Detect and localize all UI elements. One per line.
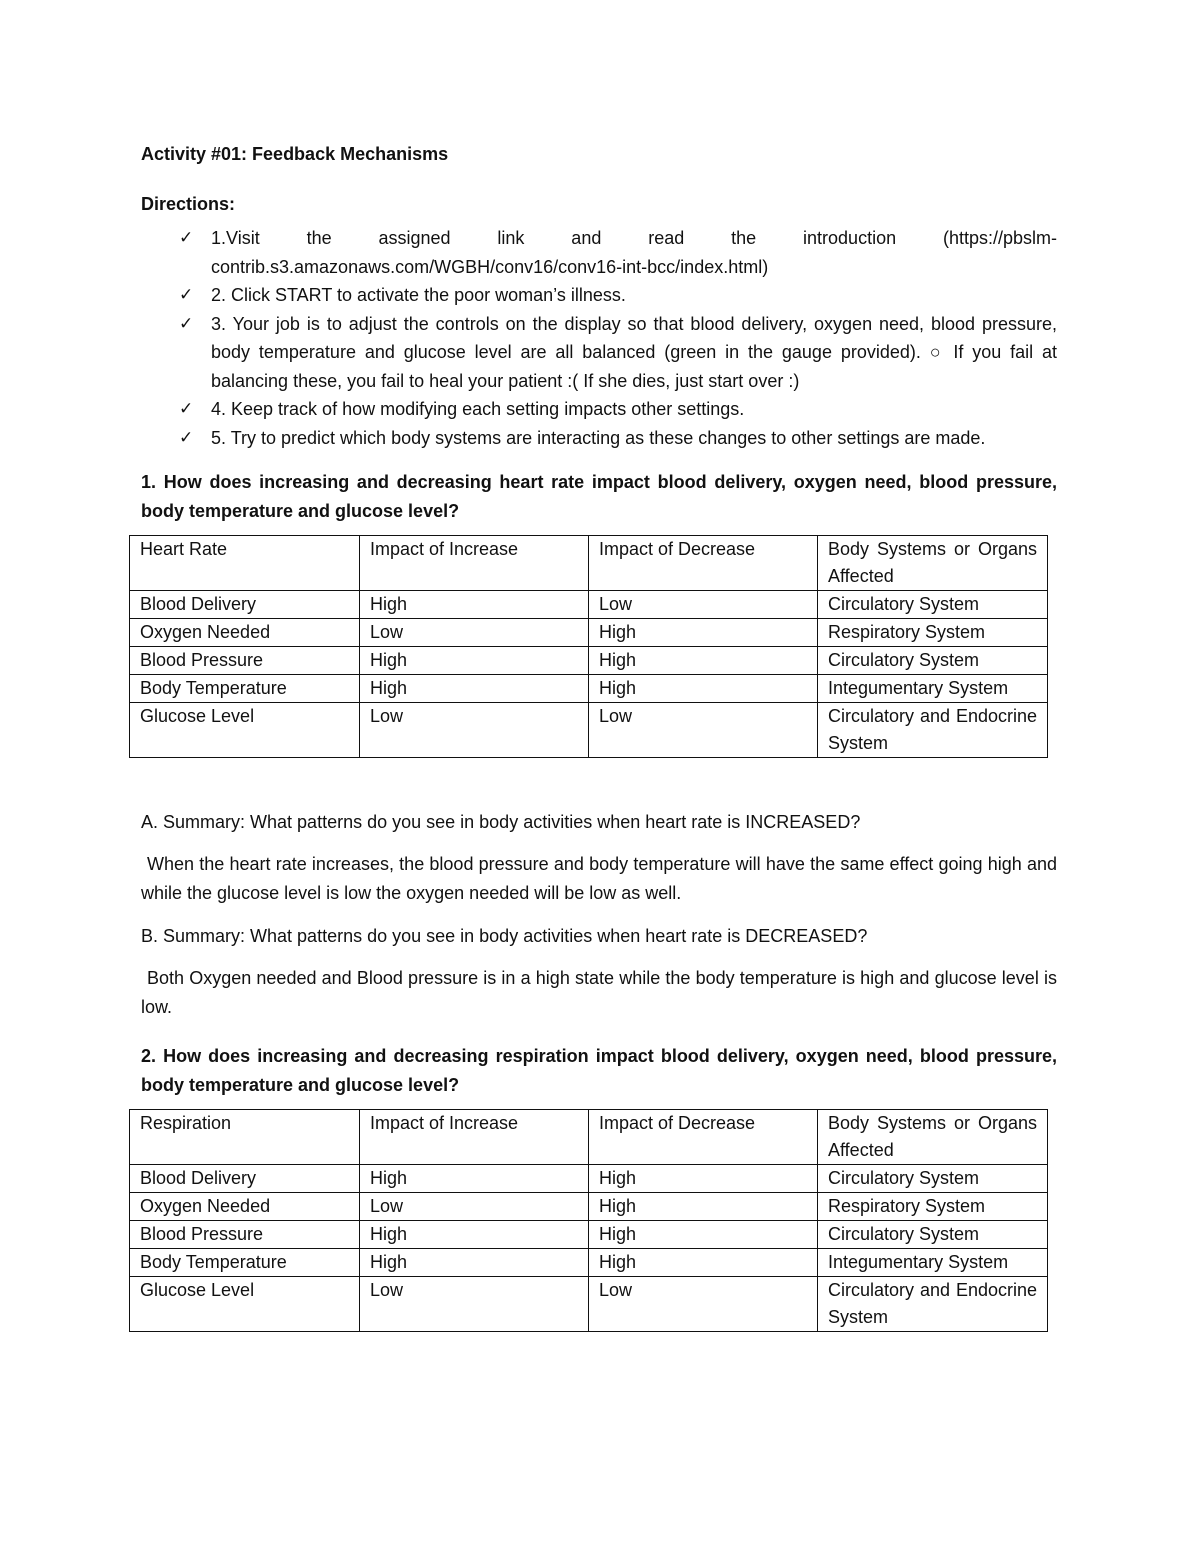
- table-cell: Low: [360, 1193, 589, 1221]
- summary-a-question-text: Summary: What patterns do you see in body activities when heart rate is INCREASED?: [158, 812, 861, 832]
- table-row: [130, 1277, 1048, 1332]
- table-cell: High: [589, 1221, 818, 1249]
- table-cell: High: [589, 1193, 818, 1221]
- question-2: 2. How does increasing and decreasing respiration impact blood delivery, oxygen need, blood pressure, body temperature and glucose level?: [141, 1046, 1057, 1095]
- summary-a-answer: When the heart rate increases, the blood pressure and body temperature will have the same effect going high and while the glucose level is low the oxygen needed will be low as well.: [141, 854, 1057, 903]
- directions-label: Directions:: [141, 194, 236, 214]
- table-cell: Blood Pressure: [130, 647, 360, 675]
- summary-b-question: [141, 922, 1057, 950]
- table-cell: High: [360, 591, 589, 619]
- table-cell: High: [589, 1249, 818, 1277]
- direction-item: [141, 281, 1057, 310]
- heart-rate-table: [129, 535, 1048, 758]
- table-row: [130, 1193, 1048, 1221]
- table-cell: Low: [589, 703, 818, 758]
- table-cell: High: [589, 619, 818, 647]
- table-header-row: [130, 536, 1048, 591]
- header-cell: Heart Rate: [130, 536, 360, 591]
- table-cell: High: [360, 1221, 589, 1249]
- table-cell: Blood Delivery: [130, 1165, 360, 1193]
- table-row: [130, 1165, 1048, 1193]
- table-row: [130, 591, 1048, 619]
- table-cell: Circulatory and Endocrine System: [818, 1277, 1048, 1332]
- table-cell: Integumentary System: [818, 1249, 1048, 1277]
- direction-text: 4. Keep track of how modifying each setting impacts other settings.: [211, 399, 745, 419]
- header-cell: Impact of Increase: [360, 536, 589, 591]
- table-cell: High: [589, 647, 818, 675]
- checkmark-icon: ✓: [179, 285, 194, 304]
- table-row: [130, 647, 1048, 675]
- header-cell: Respiration: [130, 1110, 360, 1165]
- table-cell: Integumentary System: [818, 675, 1048, 703]
- directions-list: [141, 224, 1057, 452]
- table-cell: Glucose Level: [130, 1277, 360, 1332]
- table-cell: Low: [589, 1277, 818, 1332]
- header-cell: Impact of Decrease: [589, 536, 818, 591]
- table-row: [130, 703, 1048, 758]
- header-cell: Impact of Increase: [360, 1110, 589, 1165]
- table-cell: Blood Pressure: [130, 1221, 360, 1249]
- table-cell: High: [589, 1165, 818, 1193]
- table-cell: High: [589, 675, 818, 703]
- table-cell: Circulatory and Endocrine System: [818, 703, 1048, 758]
- table-cell: Body Temperature: [130, 1249, 360, 1277]
- table-cell: High: [360, 1249, 589, 1277]
- table-cell: Respiratory System: [818, 619, 1048, 647]
- table-cell: Oxygen Needed: [130, 1193, 360, 1221]
- direction-item: [141, 395, 1057, 424]
- table-cell: Respiratory System: [818, 1193, 1048, 1221]
- checkmark-icon: ✓: [179, 313, 194, 333]
- table-cell: Low: [589, 591, 818, 619]
- table-row: [130, 675, 1048, 703]
- table-cell: High: [360, 1165, 589, 1193]
- table-cell: Glucose Level: [130, 703, 360, 758]
- activity-title: Activity #01: Feedback Mechanisms: [141, 144, 449, 164]
- table-cell: Circulatory System: [818, 1165, 1048, 1193]
- direction-text: 1.Visit the assigned link and read the introduction (https://pbslm-contrib.s3.amazonaws.com/WGBH/conv16/conv16-int-bcc/index.html): [211, 228, 1057, 277]
- checkmark-icon: ✓: [179, 399, 194, 418]
- direction-text: 5. Try to predict which body systems are interacting as these changes to other settings are made.: [211, 427, 986, 448]
- table-header-row: [130, 1110, 1048, 1165]
- checkmark-icon: ✓: [179, 427, 194, 447]
- header-cell: Body Systems or Organs Affected: [818, 1110, 1048, 1165]
- table-cell: Oxygen Needed: [130, 619, 360, 647]
- table-cell: High: [360, 675, 589, 703]
- table-cell: High: [360, 647, 589, 675]
- summary-a-question: [141, 808, 1057, 836]
- table-row: [130, 619, 1048, 647]
- direction-item: [141, 310, 1057, 396]
- respiration-table: [129, 1109, 1048, 1332]
- table-cell: Body Temperature: [130, 675, 360, 703]
- summary-b-question-text: Summary: What patterns do you see in body activities when heart rate is DECREASED?: [158, 926, 868, 946]
- question-1: 1. How does increasing and decreasing heart rate impact blood delivery, oxygen need, blood pressure, body temperature and glucose level?: [141, 472, 1057, 521]
- table-row: [130, 1221, 1048, 1249]
- summary-b-label: B.: [141, 926, 159, 946]
- document-page: [141, 140, 1057, 1382]
- table-cell: Low: [360, 1277, 589, 1332]
- direction-text: 2. Click START to activate the poor woman’s illness.: [211, 285, 626, 305]
- table-cell: Circulatory System: [818, 647, 1048, 675]
- checkmark-icon: ✓: [179, 228, 194, 247]
- table-cell: Low: [360, 703, 589, 758]
- header-cell: Body Systems or Organs Affected: [818, 536, 1048, 591]
- table-cell: Circulatory System: [818, 1221, 1048, 1249]
- summary-b-answer: Both Oxygen needed and Blood pressure is in a high state while the body temperature is high and glucose level is low.: [141, 968, 1057, 1017]
- header-cell: Impact of Decrease: [589, 1110, 818, 1165]
- table-cell: Low: [360, 619, 589, 647]
- table-cell: Circulatory System: [818, 591, 1048, 619]
- table-row: [130, 1249, 1048, 1277]
- direction-item: [141, 224, 1057, 281]
- direction-item: [141, 424, 1057, 453]
- summary-a-label: A.: [141, 812, 159, 832]
- direction-text: 3. Your job is to adjust the controls on the display so that blood delivery, oxygen need, blood pressure, body temperature and glucose level are all balanced (green in the gauge provided). ○ If you fail at balancing these, you fail to heal your patient :( If she dies, just start over :): [211, 313, 1057, 391]
- table-cell: Blood Delivery: [130, 591, 360, 619]
